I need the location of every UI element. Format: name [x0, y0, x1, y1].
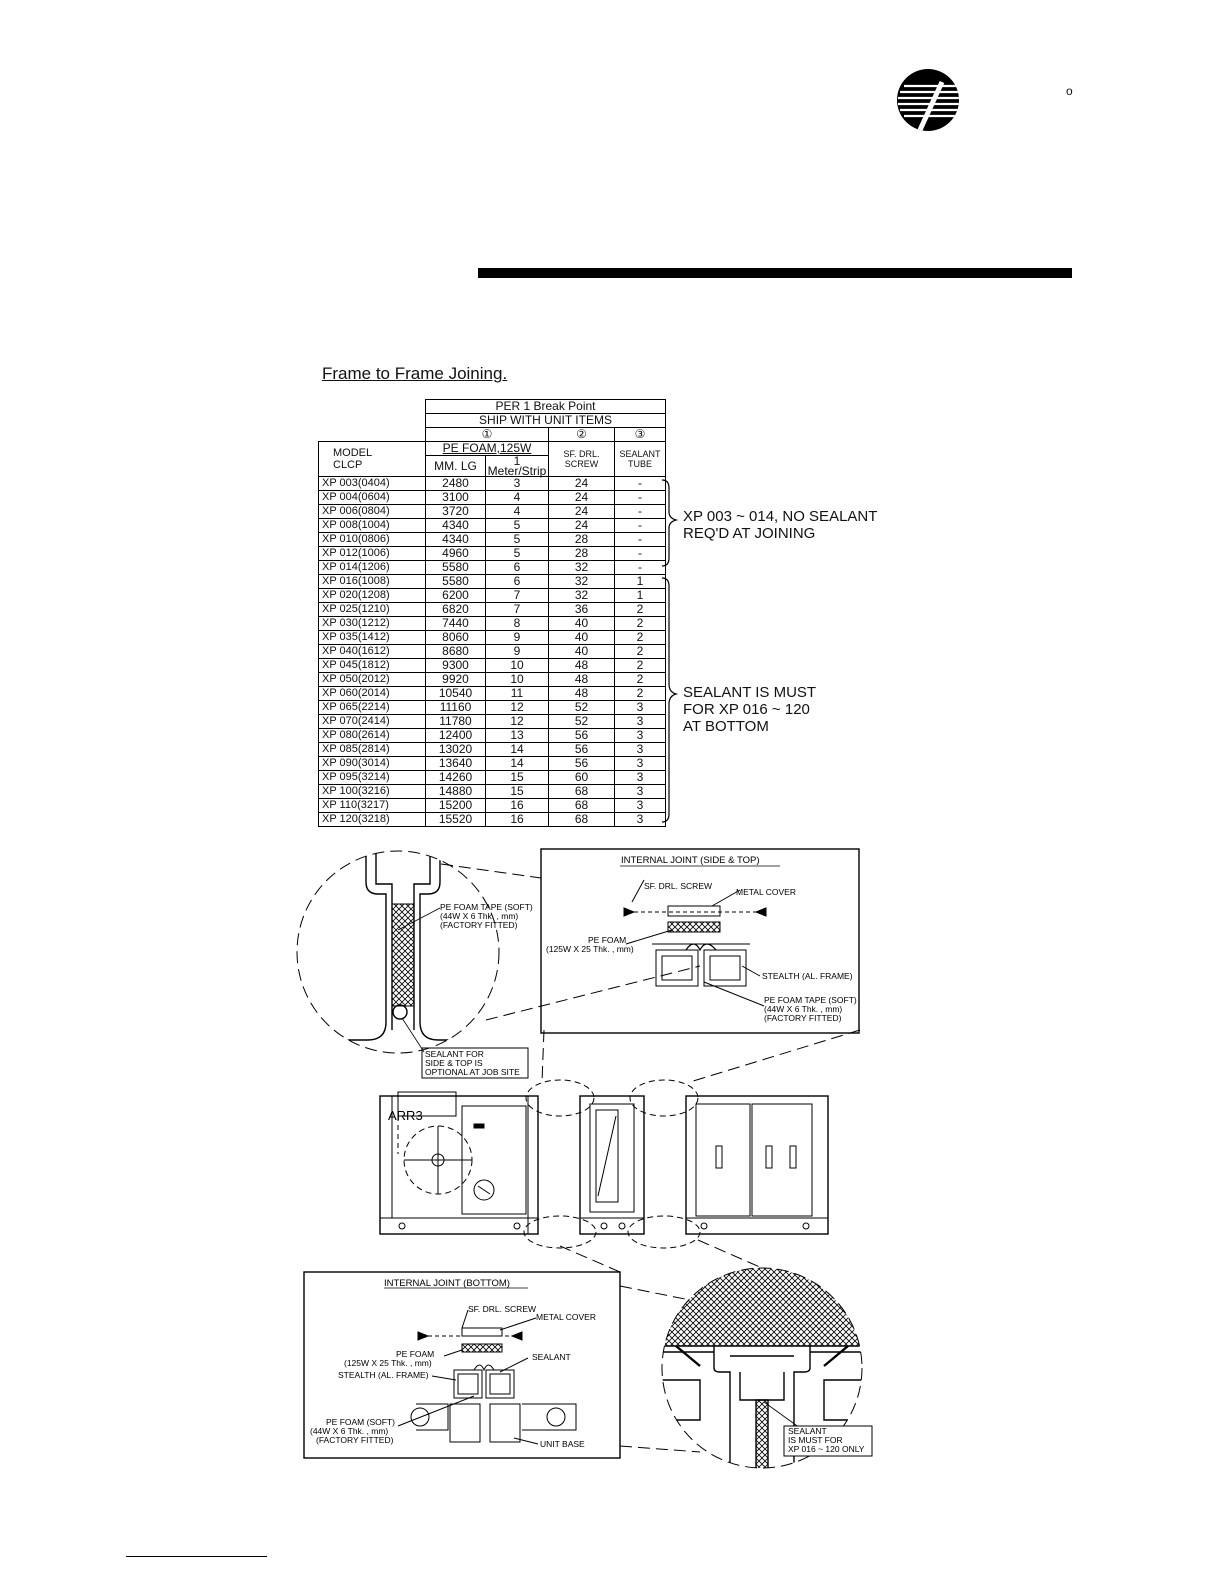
cell-sealant-tube: 3: [615, 701, 666, 715]
lbl-must-3: XP 016 ~ 120 ONLY: [788, 1444, 865, 1454]
cell-meter-strip: 4: [486, 505, 549, 519]
cell-meter-strip: 11: [486, 687, 549, 701]
cell-meter-strip: 6: [486, 575, 549, 589]
bottom-left-screw: [418, 1332, 428, 1340]
cell-mm-length: 15200: [426, 799, 486, 813]
cell-mm-length: 12400: [426, 729, 486, 743]
right-frame: [704, 950, 746, 986]
header-circle-3: ③: [615, 428, 666, 442]
lbl-detail-foam-1: PE FOAM TAPE (SOFT): [440, 902, 533, 912]
cell-sealant-tube: -: [615, 561, 666, 575]
cell-meter-strip: 9: [486, 645, 549, 659]
cell-screw-count: 68: [549, 813, 615, 827]
header-mm: MM. LG: [426, 456, 486, 477]
lbl-pe-foam: PE FOAM: [588, 935, 627, 945]
header-circle-1: ①: [426, 428, 549, 442]
cell-screw-count: 40: [549, 617, 615, 631]
cell-mm-length: 9920: [426, 673, 486, 687]
cell-mm-length: 5580: [426, 561, 486, 575]
note-no-sealant-2: REQ'D AT JOINING: [683, 525, 816, 542]
cell-mm-length: 4340: [426, 533, 486, 547]
cell-screw-count: 32: [549, 589, 615, 603]
cell-screw-count: 48: [549, 687, 615, 701]
cell-screw-count: 48: [549, 659, 615, 673]
cell-screw-count: 52: [549, 701, 615, 715]
lbl-sealant-opt-2: SIDE & TOP IS: [425, 1058, 483, 1068]
header-sealant-1: SEALANT: [619, 449, 661, 459]
cell-mm-length: 9300: [426, 659, 486, 673]
cell-screw-count: 48: [549, 673, 615, 687]
cell-meter-strip: 6: [486, 561, 549, 575]
header-model-label: MODEL: [333, 447, 373, 459]
lbl-pe-foam-size: (125W X 25 Thk. , mm): [546, 944, 634, 954]
cell-meter-strip: 7: [486, 589, 549, 603]
cell-mm-length: 13020: [426, 743, 486, 757]
header-pe-foam: PE FOAM,125W: [426, 442, 549, 456]
cell-screw-count: 40: [549, 631, 615, 645]
cell-screw-count: 56: [549, 729, 615, 743]
cell-sealant-tube: 2: [615, 603, 666, 617]
cell-meter-strip: 4: [486, 491, 549, 505]
header-screw-2: SCREW: [564, 459, 599, 469]
lbl-sealant-opt-1: SEALANT FOR: [425, 1049, 484, 1059]
note-must-1: SEALANT IS MUST: [683, 684, 817, 701]
cell-sealant-tube: 3: [615, 757, 666, 771]
cell-meter-strip: 5: [486, 533, 549, 547]
cell-sealant-tube: 3: [615, 729, 666, 743]
cell-mm-length: 14260: [426, 771, 486, 785]
lbl-b-stealth: STEALTH (AL. FRAME): [338, 1370, 429, 1380]
cell-model: XP 090(3014): [319, 757, 426, 771]
cell-model: XP 006(0804): [319, 505, 426, 519]
cell-meter-strip: 14: [486, 743, 549, 757]
section-title: Frame to Frame Joining.: [322, 364, 508, 383]
cell-model: XP 065(2214): [319, 701, 426, 715]
lbl-b-foam-soft-3: (FACTORY FITTED): [316, 1435, 394, 1445]
cell-screw-count: 24: [549, 477, 615, 491]
header-per: PER 1 Break Point: [426, 400, 666, 414]
cell-sealant-tube: -: [615, 477, 666, 491]
cell-screw-count: 60: [549, 771, 615, 785]
cell-meter-strip: 12: [486, 701, 549, 715]
note-must-3: AT BOTTOM: [683, 718, 769, 735]
lbl-must-2: IS MUST FOR: [788, 1435, 843, 1445]
cell-screw-count: 24: [549, 505, 615, 519]
cell-model: XP 080(2614): [319, 729, 426, 743]
cell-model: XP 030(1212): [319, 617, 426, 631]
lbl-detail-foam-3: (FACTORY FITTED): [440, 920, 518, 930]
cell-meter-strip: 10: [486, 659, 549, 673]
cell-model: XP 045(1812): [319, 659, 426, 673]
header-circle-2: ②: [549, 428, 615, 442]
cell-mm-length: 7440: [426, 617, 486, 631]
cell-mm-length: 5580: [426, 575, 486, 589]
lbl-side-foam-2: (44W X 6 Thk. , mm): [764, 1004, 843, 1014]
right-screw: [756, 908, 766, 916]
cell-sealant-tube: 2: [615, 645, 666, 659]
cell-meter-strip: 15: [486, 785, 549, 799]
cell-mm-length: 4340: [426, 519, 486, 533]
cell-model: XP 012(1006): [319, 547, 426, 561]
lbl-detail-foam-2: (44W X 6 Thk. , mm): [440, 911, 519, 921]
lbl-b-pe-foam: PE FOAM: [396, 1349, 435, 1359]
cell-screw-count: 24: [549, 491, 615, 505]
cell-model: XP 100(3216): [319, 785, 426, 799]
cell-screw-count: 36: [549, 603, 615, 617]
cell-model: XP 095(3214): [319, 771, 426, 785]
cell-model: XP 040(1612): [319, 645, 426, 659]
lbl-side-foam-3: (FACTORY FITTED): [764, 1013, 842, 1023]
lbl-b-unit-base: UNIT BASE: [540, 1439, 585, 1449]
cell-meter-strip: 8: [486, 617, 549, 631]
cell-model: XP 004(0604): [319, 491, 426, 505]
cell-sealant-tube: 2: [615, 631, 666, 645]
cell-sealant-tube: 3: [615, 813, 666, 827]
cell-mm-length: 15520: [426, 813, 486, 827]
cell-meter-strip: 5: [486, 519, 549, 533]
cell-model: XP 008(1004): [319, 519, 426, 533]
header-strip: 1 Meter/Strip: [486, 456, 549, 477]
cell-screw-count: 68: [549, 785, 615, 799]
cell-meter-strip: 3: [486, 477, 549, 491]
cell-mm-length: 3100: [426, 491, 486, 505]
left-frame: [656, 950, 698, 986]
lbl-b-foam-soft-1: PE FOAM (SOFT): [326, 1417, 395, 1427]
cell-sealant-tube: 3: [615, 799, 666, 813]
cell-mm-length: 6820: [426, 603, 486, 617]
cell-meter-strip: 14: [486, 757, 549, 771]
cell-model: XP 070(2414): [319, 715, 426, 729]
lbl-b-foam-soft-2: (44W X 6 Thk. , mm): [310, 1426, 389, 1436]
lbl-arr: ARR3: [388, 1108, 423, 1123]
lbl-b-pe-foam-size: (125W X 25 Thk. , mm): [344, 1358, 432, 1368]
cell-meter-strip: 7: [486, 603, 549, 617]
metal-cover: [668, 906, 720, 916]
cell-mm-length: 8060: [426, 631, 486, 645]
cell-meter-strip: 5: [486, 547, 549, 561]
cell-mm-length: 2480: [426, 477, 486, 491]
cell-model: XP 035(1412): [319, 631, 426, 645]
cell-screw-count: 28: [549, 533, 615, 547]
cell-meter-strip: 16: [486, 799, 549, 813]
cell-mm-length: 11780: [426, 715, 486, 729]
cell-screw-count: 52: [549, 715, 615, 729]
cell-mm-length: 10540: [426, 687, 486, 701]
lbl-b-screw: SF. DRL. SCREW: [468, 1304, 537, 1314]
cell-model: XP 010(0806): [319, 533, 426, 547]
cell-sealant-tube: 2: [615, 673, 666, 687]
header-sealant-2: TUBE: [627, 459, 652, 469]
note-must-2: FOR XP 016 ~ 120: [683, 701, 810, 718]
cell-model: XP 003(0404): [319, 477, 426, 491]
cell-sealant-tube: 2: [615, 659, 666, 673]
unit-right: [686, 1096, 828, 1234]
cell-sealant-tube: -: [615, 491, 666, 505]
foam-tape-crosshatch: [392, 904, 414, 1006]
footer-rule: [126, 1556, 267, 1557]
cell-meter-strip: 12: [486, 715, 549, 729]
header-screw-1: SF. DRL.: [563, 449, 600, 459]
lbl-must-1: SEALANT: [788, 1426, 827, 1436]
cell-mm-length: 3720: [426, 505, 486, 519]
cell-sealant-tube: 3: [615, 715, 666, 729]
pe-foam-block: [668, 922, 720, 932]
cell-meter-strip: 16: [486, 813, 549, 827]
cell-model: XP 110(3217): [319, 799, 426, 813]
cell-screw-count: 32: [549, 561, 615, 575]
cell-screw-count: 32: [549, 575, 615, 589]
cell-screw-count: 68: [549, 799, 615, 813]
cell-sealant-tube: -: [615, 533, 666, 547]
cell-screw-count: 56: [549, 743, 615, 757]
lbl-bottom-title: INTERNAL JOINT (BOTTOM): [384, 1278, 510, 1289]
header-model-sub: CLCP: [333, 459, 363, 471]
cell-sealant-tube: -: [615, 547, 666, 561]
cell-model: XP 014(1206): [319, 561, 426, 575]
cell-sealant-tube: -: [615, 505, 666, 519]
cell-sealant-tube: 3: [615, 785, 666, 799]
sealant-bead: [393, 1005, 407, 1019]
cell-mm-length: 13640: [426, 757, 486, 771]
cell-model: XP 085(2814): [319, 743, 426, 757]
lbl-screw: SF. DRL. SCREW: [644, 881, 713, 891]
cell-screw-count: 24: [549, 519, 615, 533]
cell-sealant-tube: 2: [615, 687, 666, 701]
cell-sealant-tube: -: [615, 519, 666, 533]
cell-mm-length: 4960: [426, 547, 486, 561]
left-screw: [624, 908, 634, 916]
cell-mm-length: 14880: [426, 785, 486, 799]
cell-screw-count: 40: [549, 645, 615, 659]
lbl-b-sealant: SEALANT: [532, 1352, 571, 1362]
cell-mm-length: 11160: [426, 701, 486, 715]
lbl-stealth: STEALTH (AL. FRAME): [762, 971, 853, 981]
cell-meter-strip: 9: [486, 631, 549, 645]
cell-sealant-tube: 3: [615, 771, 666, 785]
cell-model: XP 060(2014): [319, 687, 426, 701]
lbl-metal-cover: METAL COVER: [736, 887, 796, 897]
registered-mark: o: [1066, 84, 1073, 98]
header-ship: SHIP WITH UNIT ITEMS: [426, 414, 666, 428]
lbl-side-foam-1: PE FOAM TAPE (SOFT): [764, 995, 857, 1005]
cell-screw-count: 56: [549, 757, 615, 771]
cell-meter-strip: 10: [486, 673, 549, 687]
cell-meter-strip: 13: [486, 729, 549, 743]
lbl-b-metal-cover: METAL COVER: [536, 1312, 596, 1322]
bottom-right-screw: [512, 1332, 522, 1340]
cell-model: XP 025(1210): [319, 603, 426, 617]
cell-sealant-tube: 1: [615, 575, 666, 589]
note-no-sealant-1: XP 003 ~ 014, NO SEALANT: [683, 508, 878, 525]
cell-mm-length: 8680: [426, 645, 486, 659]
cell-sealant-tube: 2: [615, 617, 666, 631]
cell-sealant-tube: 3: [615, 743, 666, 757]
cell-mm-length: 6200: [426, 589, 486, 603]
cell-sealant-tube: 1: [615, 589, 666, 603]
cell-model: XP 120(3218): [319, 813, 426, 827]
cell-model: XP 020(1208): [319, 589, 426, 603]
lbl-sealant-opt-3: OPTIONAL AT JOB SITE: [425, 1067, 520, 1077]
lbl-side-top-title: INTERNAL JOINT (SIDE & TOP): [621, 855, 760, 866]
cell-screw-count: 28: [549, 547, 615, 561]
cell-model: XP 016(1008): [319, 575, 426, 589]
cell-model: XP 050(2012): [319, 673, 426, 687]
cell-meter-strip: 15: [486, 771, 549, 785]
